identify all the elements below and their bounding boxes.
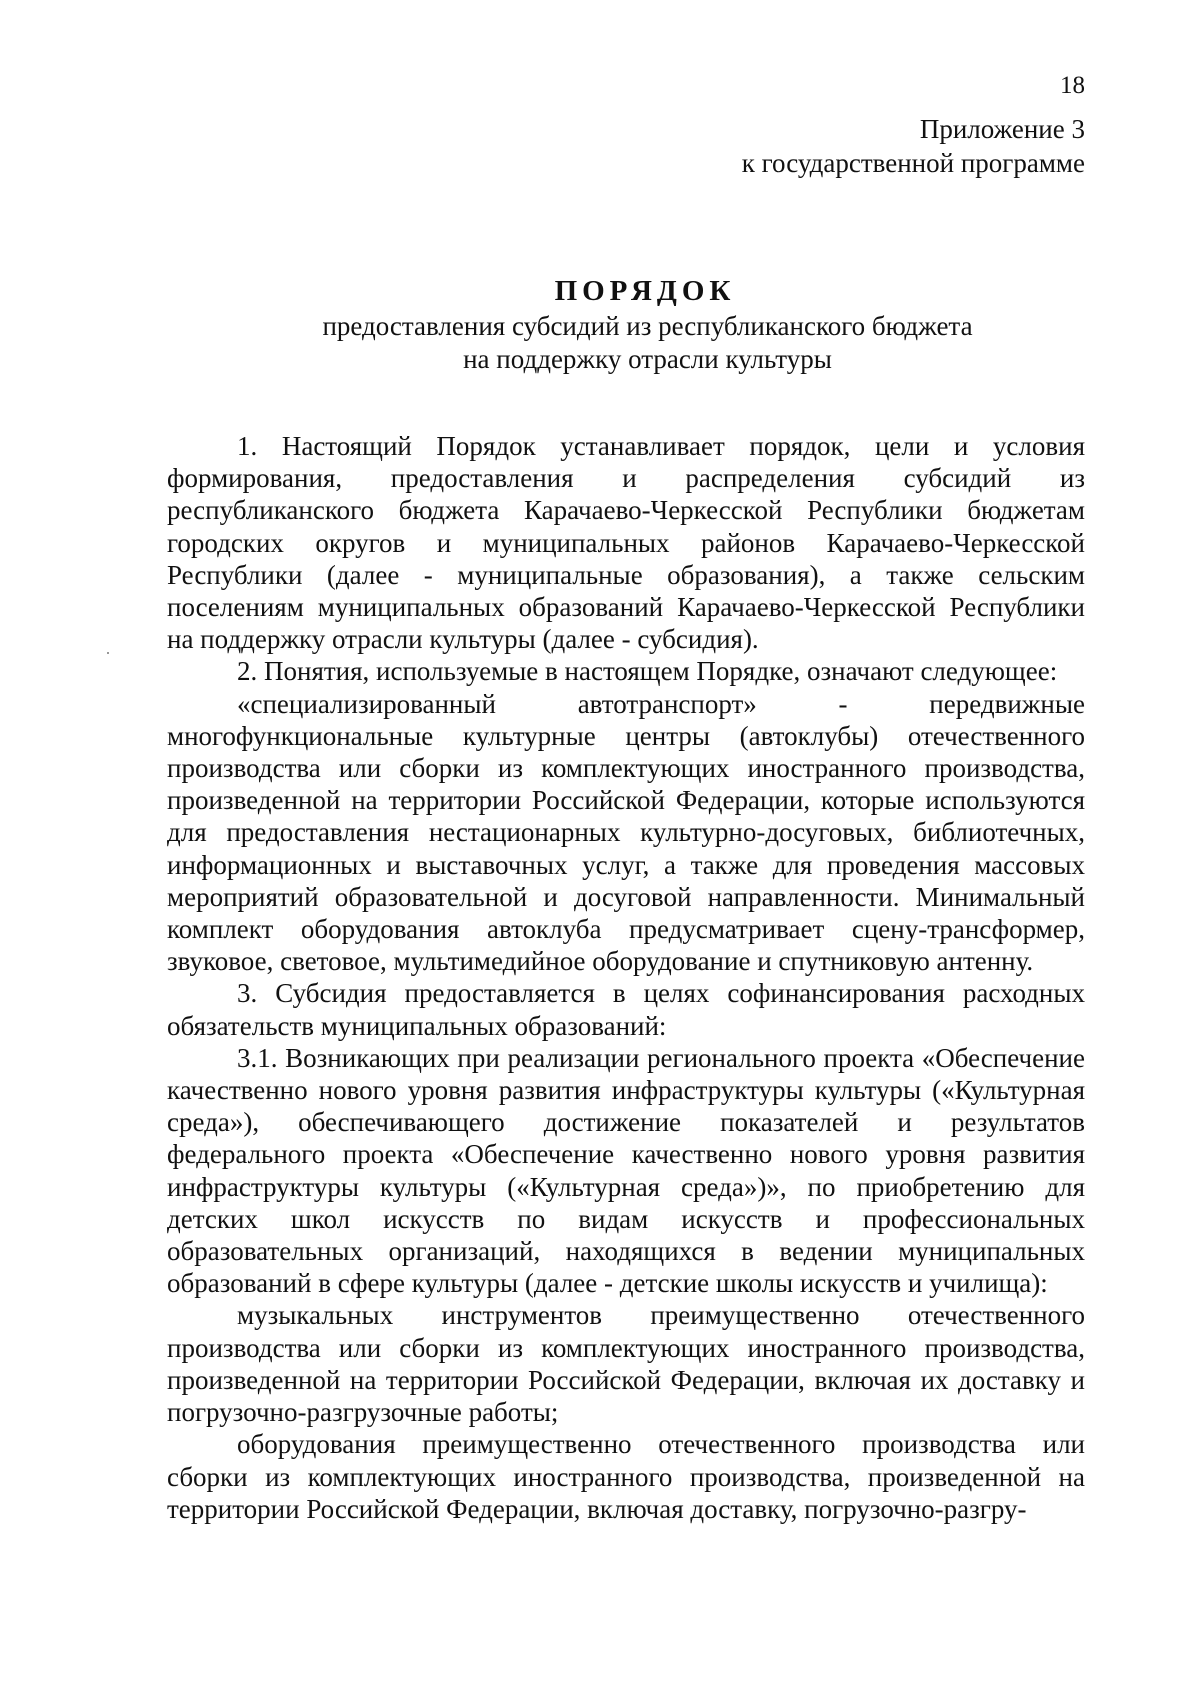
paragraph-1: 1. Настоящий Порядок устанавливает порядок, цели и условия формирования, предоставления и распределения субсидий из республиканского бюджета Карачаево-Черкесской Республики бюджетам городских округов и муниципальных районов Карачаево-Черкесской Республики (далее - муниципальные образования), а также сельским поселениям муниципальных образований Карачаево-Черкесской Республики на поддержку отрасли культуры (далее - субсидия). bbox=[167, 431, 1085, 655]
document-body bbox=[167, 430, 1085, 1525]
title-block bbox=[0, 272, 1200, 376]
paragraph-3: «специализированный автотранспорт» - передвижные многофункциональные культурные центры (автоклубы) отечественного производства или сборки из комплектующих иностранного производства, произведенной на территории Российской Федерации, которые используются для предоставления нестационарных культурно-досуговых, библиотечных, информационных и выставочных услуг, а также для проведения массовых мероприятий образовательной и досуговой направленности. Минимальный комплект оборудования автоклуба предусматривает сцену-трансформер, звуковое, световое, мультимедийное оборудование и спутниковую антенну. bbox=[167, 688, 1085, 977]
paragraph-2: 2. Понятия, используемые в настоящем Порядке, означают следующее: bbox=[237, 656, 1058, 687]
document-subtitle-line-1: предоставления субсидий из республиканского бюджета bbox=[322, 311, 973, 341]
appendix-line-1: Приложение 3 bbox=[919, 114, 1085, 144]
paragraph-4: 3. Субсидия предоставляется в целях софинансирования расходных обязательств муниципальных образований: bbox=[167, 978, 1085, 1041]
appendix-note bbox=[742, 112, 1085, 180]
scan-speck bbox=[107, 652, 109, 654]
paragraph-5: 3.1. Возникающих при реализации регионального проекта «Обеспечение качественно нового уровня развития инфраструктуры культуры («Культурная среда»), обеспечивающего достижение показателей и результатов федерального проекта «Обеспечение качественно нового уровня развития инфраструктуры культуры («Культурная среда»)», по приобретению для детских школ искусств по видам искусств и профессиональных образовательных организаций, находящихся в ведении муниципальных образований в сфере культуры (далее - детские школы искусств и училища): bbox=[167, 1042, 1085, 1299]
paragraph-7: оборудования преимущественно отечественного производства или сборки из комплектующих иностранного производства, произведенной на территории Российской Федерации, включая доставку, погрузочно-разгру- bbox=[167, 1429, 1085, 1524]
paragraph-6: музыкальных инструментов преимущественно отечественного производства или сборки из комплектующих иностранного производства, произведенной на территории Российской Федерации, включая их доставку и погрузочно-разгрузочные работы; bbox=[167, 1300, 1085, 1428]
document-subtitle-line-2: на поддержку отрасли культуры bbox=[463, 344, 832, 374]
document-title: ПОРЯДОК bbox=[554, 275, 736, 307]
appendix-line-2: к государственной программе bbox=[741, 148, 1085, 178]
page-number: 18 bbox=[1060, 72, 1085, 99]
